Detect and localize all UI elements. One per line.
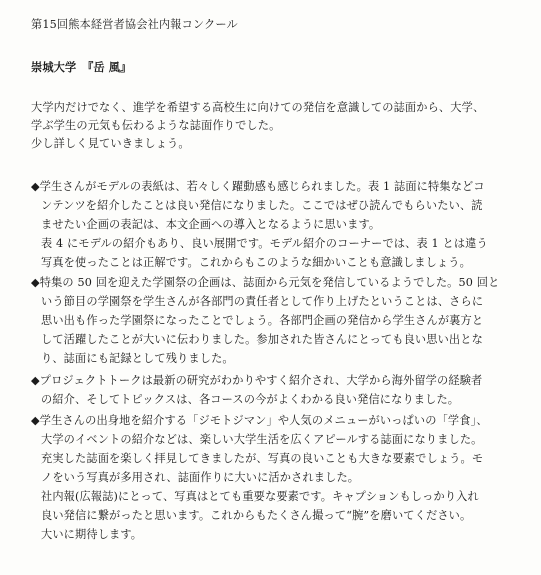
school-publication-title: 崇城大学 『岳 風』	[31, 60, 132, 74]
section-cover-line: ンテンツを紹介したことは良い発信になりました。ここではぜひ読んでもらいたい、読	[41, 199, 483, 212]
section-cover-line: ◆学生さんがモデルの表紙は、若々しく躍動感も感じられました。表 1 誌面に特集などコ	[31, 180, 485, 193]
section-festival-line: して活躍したことが大いに伝わりました。参加された皆さんにとっても良い思い出とな	[41, 333, 483, 346]
section-student-life-line: 大いに期待します。	[41, 528, 143, 541]
section-festival-line: り、誌面にも記録として残りました。	[41, 352, 234, 365]
section-student-life-line: ノをいう写真が多用され、誌面作りに大いに活かされました。	[41, 471, 360, 484]
intro-line: 大学内だけでなく、進学を希望する高校生に向けての発信を意識しての誌面から、大学、	[31, 101, 485, 114]
intro-line: 学ぶ学生の元気も伝わるような誌面作りでした。	[31, 119, 281, 132]
intro-line: 少し詳しく見ていきましょう。	[31, 137, 190, 150]
section-festival-line: ◆特集の 50 回を迎えた学園祭の企画は、誌面から元気を発信しているようでした。50 回と	[31, 276, 500, 289]
section-festival-line: 思い出も作った学園祭になったことでしょう。各部門企画の発信から学生さんが裏方と	[41, 314, 484, 327]
section-student-life-line: ◆学生さんの出身地を紹介する「ジモトジマン」や人気のメニューがいっぱいの「学食」、	[31, 414, 488, 427]
section-student-life-line: 充実した誌面を楽しく拝見してきましたが、写真の良いことも大きな要素でしょう。モ	[41, 452, 484, 465]
section-student-life-line: 社内報(広報誌)にとって、写真はとても重要な要素です。キャプションもしっかり入れ	[41, 490, 479, 503]
section-student-life-line: 大学のイベントの紹介などは、楽しい大学生活を広くアピールする誌面になりました。	[41, 433, 483, 446]
contest-title: 第15回熊本経営者協会社内報コンクール	[31, 18, 238, 31]
section-student-life-line: 良い発信に繋がったと思います。これからもたくさん撮って“腕”を磨いてください。	[41, 509, 472, 522]
section-cover-line: ませたい企画の表記は、本文企画への導入となるように思います。	[41, 218, 381, 231]
section-project-talk-line: ◆プロジェクトトークは最新の研究がわかりやすく紹介され、大学から海外留学の経験者	[31, 374, 483, 387]
section-cover-line: 写真を使ったことは正解です。これからもこのような細かいことも意識しましょう。	[41, 256, 471, 269]
section-cover-line: 表 4 にモデルの紹介もあり、良い展開です。モデル紹介のコーナーでは、表 1 とは違う	[41, 237, 488, 250]
section-project-talk-line: の紹介、そしてトピックスは、各コースの今がよくわかる良い発信になりました。	[41, 393, 460, 406]
section-festival-line: いう節目の学園祭を学生さんが各部門の責任者として作り上げたということは、さらに	[41, 295, 484, 308]
